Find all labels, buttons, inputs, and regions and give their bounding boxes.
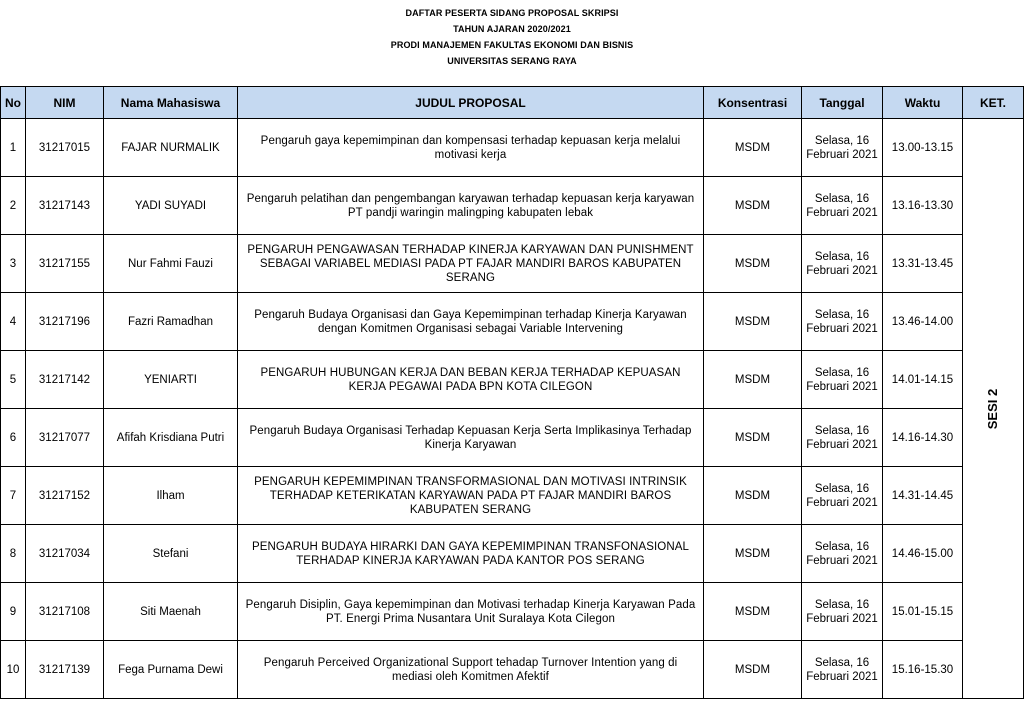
cell-waktu: 14.46-15.00 (883, 525, 963, 583)
cell-nama: Stefani (104, 525, 238, 583)
table-row (1, 525, 1024, 583)
cell-nim: 31217143 (26, 177, 104, 235)
cell-tanggal: Selasa, 16 Februari 2021 (802, 467, 883, 525)
cell-no: 1 (1, 119, 26, 177)
cell-nama: Afifah Krisdiana Putri (104, 409, 238, 467)
cell-nama: Fazri Ramadhan (104, 293, 238, 351)
cell-nama: Siti Maenah (104, 583, 238, 641)
cell-tanggal: Selasa, 16 Februari 2021 (802, 409, 883, 467)
header-academic-year: TAHUN AJARAN 2020/2021 (453, 24, 571, 34)
cell-konsentrasi: MSDM (704, 235, 802, 293)
cell-no: 2 (1, 177, 26, 235)
cell-waktu: 14.01-14.15 (883, 351, 963, 409)
cell-nama: YENIARTI (104, 351, 238, 409)
cell-konsentrasi: MSDM (704, 293, 802, 351)
header-university: UNIVERSITAS SERANG RAYA (447, 56, 577, 66)
cell-no: 9 (1, 583, 26, 641)
cell-nim: 31217155 (26, 235, 104, 293)
cell-konsentrasi: MSDM (704, 119, 802, 177)
cell-no: 8 (1, 525, 26, 583)
col-header-tanggal: Tanggal (802, 87, 883, 119)
cell-judul: PENGARUH HUBUNGAN KERJA DAN BEBAN KERJA TERHADAP KEPUASAN KERJA PEGAWAI PADA BPN KOTA CILEGON (238, 351, 704, 409)
table-row (1, 409, 1024, 467)
cell-no: 4 (1, 293, 26, 351)
cell-nim: 31217152 (26, 467, 104, 525)
cell-nama: Ilham (104, 467, 238, 525)
cell-waktu: 15.01-15.15 (883, 583, 963, 641)
cell-judul: Pengaruh pelatihan dan pengembangan karyawan terhadap kepuasan kerja karyawan PT pandji waringin malingping kabupaten lebak (238, 177, 704, 235)
cell-konsentrasi: MSDM (704, 525, 802, 583)
cell-tanggal: Selasa, 16 Februari 2021 (802, 177, 883, 235)
table-row (1, 351, 1024, 409)
cell-tanggal: Selasa, 16 Februari 2021 (802, 525, 883, 583)
cell-nama: Fega Purnama Dewi (104, 641, 238, 699)
table-row (1, 235, 1024, 293)
cell-waktu: 13.31-13.45 (883, 235, 963, 293)
cell-nim: 31217108 (26, 583, 104, 641)
header-title: DAFTAR PESERTA SIDANG PROPOSAL SKRIPSI (405, 8, 619, 18)
cell-waktu: 13.16-13.30 (883, 177, 963, 235)
cell-judul: PENGARUH BUDAYA HIRARKI DAN GAYA KEPEMIMPINAN TRANSFONASIONAL TERHADAP KINERJA KARYAWAN PADA KANTOR POS SERANG (238, 525, 704, 583)
cell-tanggal: Selasa, 16 Februari 2021 (802, 351, 883, 409)
col-header-no: No (1, 87, 26, 119)
cell-konsentrasi: MSDM (704, 351, 802, 409)
cell-no: 7 (1, 467, 26, 525)
cell-nim: 31217196 (26, 293, 104, 351)
cell-tanggal: Selasa, 16 Februari 2021 (802, 235, 883, 293)
table-body (1, 119, 1024, 699)
table-row (1, 467, 1024, 525)
table-row (1, 177, 1024, 235)
cell-nim: 31217015 (26, 119, 104, 177)
cell-judul: Pengaruh gaya kepemimpinan dan kompensasi terhadap kepuasan kerja melalui motivasi kerja (238, 119, 704, 177)
cell-nim: 31217034 (26, 525, 104, 583)
col-header-waktu: Waktu (883, 87, 963, 119)
table-row (1, 293, 1024, 351)
cell-nim: 31217077 (26, 409, 104, 467)
document-header (0, 0, 1024, 86)
cell-konsentrasi: MSDM (704, 409, 802, 467)
cell-no: 6 (1, 409, 26, 467)
cell-judul: PENGARUH PENGAWASAN TERHADAP KINERJA KARYAWAN DAN PUNISHMENT SEBAGAI VARIABEL MEDIASI PADA PT FAJAR MANDIRI BAROS KABUPATEN SERANG (238, 235, 704, 293)
session-label: SESI 2 (985, 388, 1000, 429)
cell-no: 3 (1, 235, 26, 293)
col-header-judul: JUDUL PROPOSAL (238, 87, 704, 119)
cell-nama: Nur Fahmi Fauzi (104, 235, 238, 293)
table-header-row (1, 87, 1024, 119)
cell-konsentrasi: MSDM (704, 177, 802, 235)
cell-waktu: 15.16-15.30 (883, 641, 963, 699)
cell-ket-session (963, 119, 1024, 699)
cell-judul: Pengaruh Budaya Organisasi Terhadap Kepuasan Kerja Serta Implikasinya Terhadap Kinerja Karyawan (238, 409, 704, 467)
table-row (1, 583, 1024, 641)
cell-tanggal: Selasa, 16 Februari 2021 (802, 583, 883, 641)
cell-no: 10 (1, 641, 26, 699)
cell-no: 5 (1, 351, 26, 409)
col-header-nim: NIM (26, 87, 104, 119)
cell-konsentrasi: MSDM (704, 583, 802, 641)
cell-judul: Pengaruh Perceived Organizational Support tehadap Turnover Intention yang di mediasi oleh Komitmen Afektif (238, 641, 704, 699)
col-header-ket: KET. (963, 87, 1024, 119)
cell-waktu: 14.31-14.45 (883, 467, 963, 525)
cell-nama: FAJAR NURMALIK (104, 119, 238, 177)
table-row (1, 119, 1024, 177)
cell-waktu: 13.46-14.00 (883, 293, 963, 351)
cell-judul: PENGARUH KEPEMIMPINAN TRANSFORMASIONAL DAN MOTIVASI INTRINSIK TERHADAP KETERIKATAN KARYAWAN PADA PT FAJAR MANDIRI BAROS KABUPATEN SERANG (238, 467, 704, 525)
cell-waktu: 13.00-13.15 (883, 119, 963, 177)
cell-nama: YADI SUYADI (104, 177, 238, 235)
col-header-nama: Nama Mahasiswa (104, 87, 238, 119)
cell-konsentrasi: MSDM (704, 467, 802, 525)
cell-judul: Pengaruh Disiplin, Gaya kepemimpinan dan Motivasi terhadap Kinerja Karyawan Pada PT. Energi Prima Nusantara Unit Suralaya Kota Cilegon (238, 583, 704, 641)
cell-nim: 31217139 (26, 641, 104, 699)
cell-nim: 31217142 (26, 351, 104, 409)
cell-tanggal: Selasa, 16 Februari 2021 (802, 293, 883, 351)
cell-konsentrasi: MSDM (704, 641, 802, 699)
cell-waktu: 14.16-14.30 (883, 409, 963, 467)
header-program: PRODI MANAJEMEN FAKULTAS EKONOMI DAN BISNIS (390, 40, 634, 50)
table-row (1, 641, 1024, 699)
cell-judul: Pengaruh Budaya Organisasi dan Gaya Kepemimpinan terhadap Kinerja Karyawan dengan Komitmen Organisasi sebagai Variable Intervening (238, 293, 704, 351)
cell-tanggal: Selasa, 16 Februari 2021 (802, 119, 883, 177)
col-header-konsentrasi: Konsentrasi (704, 87, 802, 119)
cell-tanggal: Selasa, 16 Februari 2021 (802, 641, 883, 699)
participant-table (0, 86, 1024, 699)
